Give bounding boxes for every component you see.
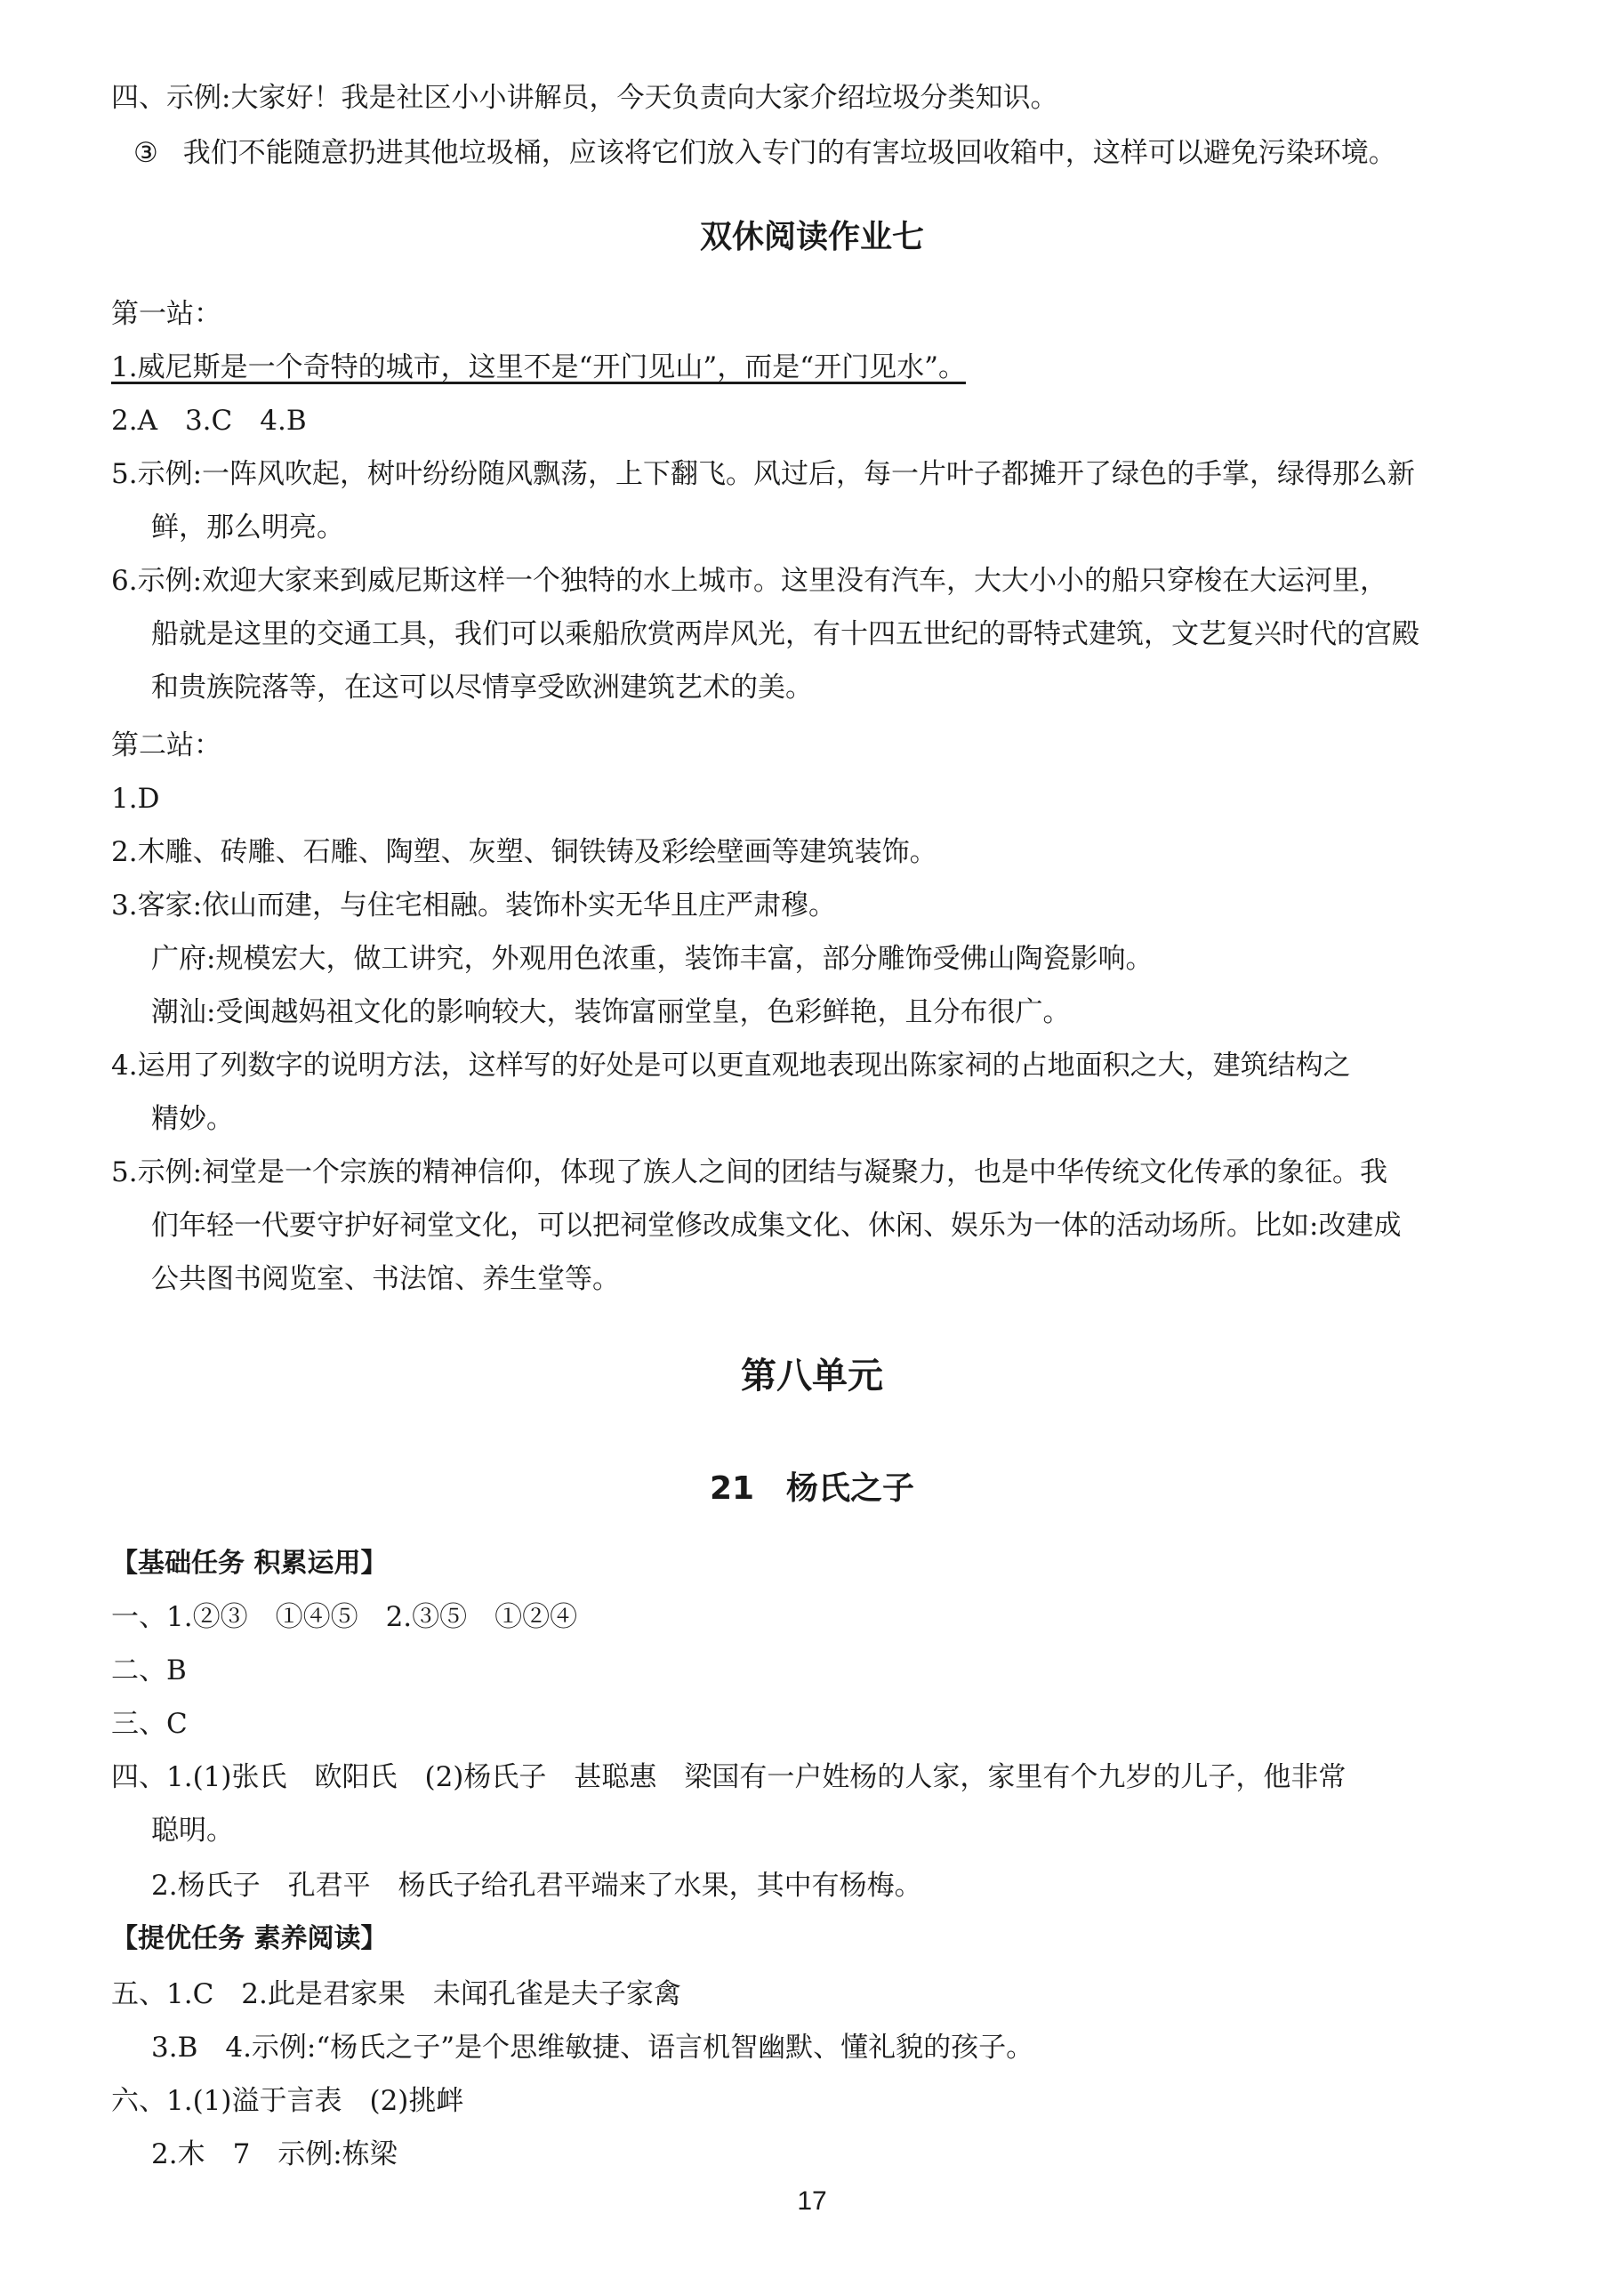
- task-tag-basic: 【基础任务 积累运用】: [111, 1548, 388, 1579]
- underlined-answer: 1.威尼斯是一个奇特的城市，这里不是“开门见山”，而是“开门见水”。: [111, 351, 966, 383]
- answer-line: 2.杨氏子 孔君平 杨氏子给孔君平端来了水果，其中有杨梅。: [151, 1870, 922, 1902]
- answer-line: 广府:规模宏大，做工讲究，外观用色浓重，装饰丰富，部分雕饰受佛山陶瓷影响。: [151, 943, 1154, 975]
- answer-line: 二、B: [111, 1654, 187, 1686]
- answer-line: 公共图书阅览室、书法馆、养生堂等。: [151, 1263, 620, 1295]
- answer-line: 1.D: [111, 783, 160, 815]
- answer-line: 们年轻一代要守护好祠堂文化，可以把祠堂修改成集文化、休闲、娱乐为一体的活动场所。比如:改建成: [151, 1210, 1402, 1242]
- answer-line: 潮汕:受闽越妈祖文化的影响较大，装饰富丽堂皇，色彩鲜艳，且分布很广。: [151, 996, 1071, 1028]
- section-title: 双休阅读作业七: [699, 219, 924, 255]
- task-tag-advanced: 【提优任务 素养阅读】: [111, 1923, 388, 1954]
- answer-line: 3.B 4.示例:“杨氏之子”是个思维敏捷、语言机智幽默、懂礼貌的孩子。: [151, 2032, 1034, 2064]
- answer-line: 船就是这里的交通工具，我们可以乘船欣赏两岸风光，有十四五世纪的哥特式建筑，文艺复兴时代的宫殿: [151, 618, 1419, 650]
- answer-line: 3.客家:依山而建，与住宅相融。装饰朴实无华且庄严肃穆。: [111, 889, 837, 922]
- answer-line: [111, 350, 966, 385]
- answer-line: 5.示例:祠堂是一个宗族的精神信仰，体现了族人之间的团结与凝聚力，也是中华传统文化传承的象征。我: [111, 1156, 1388, 1188]
- answer-line: 2.木 7 示例:栋梁: [151, 2138, 398, 2170]
- answer-line: 三、C: [111, 1708, 188, 1740]
- answer-line: 2.A 3.C 4.B: [111, 405, 307, 437]
- lesson-title: 21 杨氏之子: [709, 1470, 915, 1507]
- answer-line: 4.运用了列数字的说明方法，这样写的好处是可以更直观地表现出陈家祠的占地面积之大，建筑结构之: [111, 1050, 1351, 1082]
- answer-line: 四、1.(1)张氏 欧阳氏 (2)杨氏子 甚聪惠 梁国有一户姓杨的人家，家里有个九岁的儿子，他非常: [111, 1761, 1347, 1793]
- answer-line: 精妙。: [151, 1103, 234, 1135]
- stop-label: 第二站：: [111, 729, 221, 761]
- answer-line: 2.木雕、砖雕、石雕、陶塑、灰塑、铜铁铸及彩绘壁画等建筑装饰。: [111, 836, 937, 868]
- stop-label: 第一站：: [111, 298, 221, 330]
- answer-line: 五、1.C 2.此是君家果 未闻孔雀是夫子家禽: [111, 1978, 681, 2010]
- answer-line: 鲜，那么明亮。: [151, 511, 344, 543]
- answer-line: 聪明。: [151, 1815, 234, 1847]
- answer-line: [133, 135, 1396, 171]
- unit-title: 第八单元: [741, 1356, 883, 1397]
- answer-line: 6.示例:欢迎大家来到威尼斯这样一个独特的水上城市。这里没有汽车，大大小小的船只穿梭在大运河里，: [111, 565, 1388, 597]
- answer-line: 和贵族院落等，在这可以尽情享受欧洲建筑艺术的美。: [151, 672, 813, 704]
- circled-number: ③: [133, 137, 158, 169]
- answer-line: 一、1.②③ ①④⑤ 2.③⑤ ①②④: [111, 1601, 578, 1633]
- answer-line: 六、1.(1)溢于言表 (2)挑衅: [111, 2085, 464, 2117]
- answer-line: 5.示例:一阵风吹起，树叶纷纷随风飘荡，上下翻飞。风过后，每一片叶子都摊开了绿色的手掌，绿得那么新: [111, 458, 1416, 490]
- page-number: 17: [797, 2186, 827, 2216]
- answer-text: 我们不能随意扔进其他垃圾桶，应该将它们放入专门的有害垃圾回收箱中，这样可以避免污染环境。: [182, 137, 1396, 169]
- answer-line: 四、示例:大家好！我是社区小小讲解员，今天负责向大家介绍垃圾分类知识。: [111, 82, 1058, 114]
